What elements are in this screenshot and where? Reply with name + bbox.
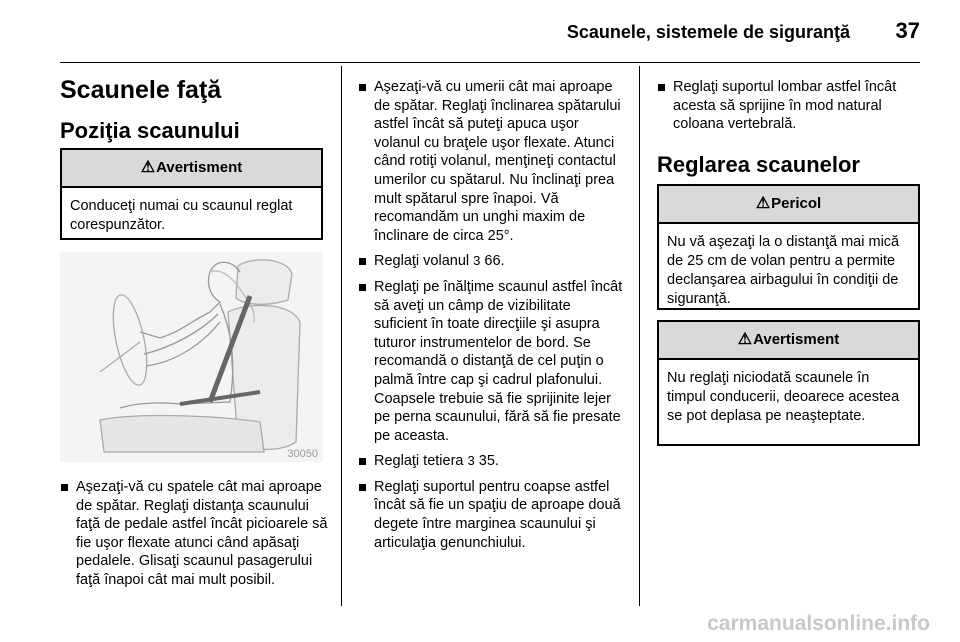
middle-bullet-list bbox=[358, 78, 626, 559]
warning-text: Nu reglaţi niciodată scaunele în timpul conducerii, deoarece acestea se pot deplasa pe neaşteptate. bbox=[667, 370, 900, 424]
driver-seat-drawing bbox=[60, 252, 323, 462]
warning-box-header bbox=[659, 322, 918, 360]
list-item-text: Reglaţi volanul bbox=[374, 253, 470, 270]
warning-icon: ⚠ bbox=[737, 331, 753, 348]
section-title: Scaunele faţă bbox=[60, 76, 222, 104]
warning-box bbox=[60, 148, 323, 240]
figure-code: 30050 bbox=[287, 448, 318, 460]
right-bullet-list bbox=[657, 78, 923, 141]
danger-box-header bbox=[659, 186, 918, 224]
list-item: Reglaţi suportul lombar astfel încât acesta să sprijine în mod natural coloana vertebrală. bbox=[657, 78, 923, 134]
column-divider-1 bbox=[341, 66, 342, 606]
watermark: carmanualsonline.info bbox=[707, 612, 930, 635]
warning-box bbox=[657, 320, 920, 446]
warning-icon: ⚠ bbox=[755, 195, 771, 212]
page-reference-arrow-icon: 3 bbox=[467, 453, 475, 469]
page-number: 37 bbox=[895, 18, 920, 43]
warning-title: Avertisment bbox=[753, 331, 840, 348]
page-reference: 35. bbox=[478, 453, 499, 470]
danger-text: Nu vă aşezaţi la o distanţă mai mică de 25 cm de volan pentru a permite declanşarea airbagului în condiţii de siguranţă. bbox=[667, 234, 900, 307]
list-item: Reglaţi pe înălţime scaunul astfel încât să aveţi un câmp de vizibilitate suficient în toate direcţiile şi asupra tuturor instrumentelor de bord. Se recomandă o distanţă de cel puţin o palmă între cap şi cadrul plafonului. Coapsele trebuie să fie sprijinite lejer pe perna scaunului, fără să fie presate pe aceasta. bbox=[358, 278, 626, 445]
warning-title: Avertisment bbox=[156, 159, 243, 176]
danger-box bbox=[657, 184, 920, 310]
list-item: Aşezaţi-vă cu spatele cât mai aproape de spătar. Reglaţi distanţa scaunului faţă de pedale astfel încât picioarele să fie uşor flexate atunci când apăsaţi pedalele. Glisaţi scaunul pasagerului faţă înapoi cât mai mult posibil. bbox=[60, 478, 328, 590]
page-reference-arrow-icon: 3 bbox=[473, 253, 481, 269]
warning-box-header bbox=[62, 150, 321, 188]
list-item-text: Reglaţi tetiera bbox=[374, 453, 464, 470]
page-reference: 66. bbox=[484, 253, 505, 270]
subsection-title: Reglarea scaunelor bbox=[657, 152, 860, 177]
list-item: Reglaţi suportul pentru coapse astfel încât să fie un spaţiu de aproape două degete între marginea scaunului şi articulaţia genunchiului. bbox=[358, 478, 626, 552]
running-header-title: Scaunele, sistemele de siguranţă bbox=[566, 22, 850, 42]
seat-position-illustration bbox=[60, 252, 323, 462]
column-divider-2 bbox=[639, 66, 640, 606]
warning-text: Conduceţi numai cu scaunul reglat corespunzător. bbox=[70, 198, 293, 233]
list-item bbox=[358, 252, 626, 271]
danger-title: Pericol bbox=[771, 195, 822, 212]
subsection-title: Poziţia scaunului bbox=[60, 118, 240, 143]
left-bullet-list bbox=[60, 478, 328, 597]
warning-icon: ⚠ bbox=[140, 159, 156, 176]
list-item: Aşezaţi-vă cu umerii cât mai aproape de spătar. Reglaţi înclinarea spătarului astfel încât să puteţi apuca uşor volanul cu braţele uşor flexate. Atunci când rotiţi volanul, menţineţi contactul umerilor cu spătarul. Nu înclinaţi prea mult spătarul spre înapoi. Vă recomandăm un unghi maxim de înclinare de circa 25°. bbox=[358, 78, 626, 245]
list-item bbox=[358, 452, 626, 471]
header-rule bbox=[60, 62, 920, 63]
